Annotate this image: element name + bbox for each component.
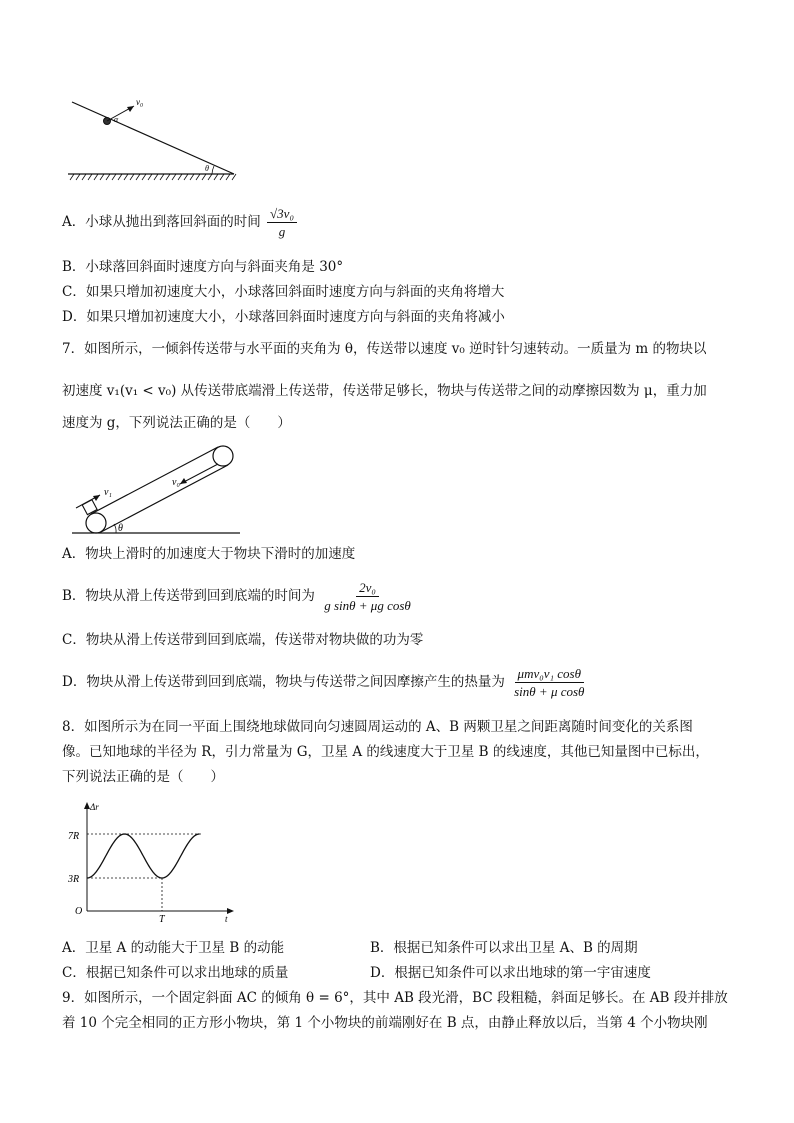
q7-option-b-denominator: g sinθ + μg cosθ	[324, 598, 411, 613]
v0-label: v₀	[136, 97, 144, 107]
q6-option-a-denominator: g	[278, 224, 286, 239]
q6-option-a-numerator: √3v₀	[267, 205, 297, 223]
incline-line	[72, 102, 234, 174]
q6-option-d: D．如果只增加初速度大小，小球落回斜面时速度方向与斜面的夹角将减小	[62, 309, 505, 325]
q7-stem-line3: 速度为 g，下列说法正确的是（ ）	[62, 415, 291, 431]
q7-option-d-text: D．物块从滑上传送带到回到底端，物块与传送带之间因摩擦产生的热量为	[62, 674, 505, 690]
theta-arc	[114, 524, 116, 533]
v1-label: v₁	[104, 487, 112, 498]
origin-label: O	[75, 906, 83, 917]
x-axis-arrowhead	[227, 908, 234, 914]
q7-stem-line2: 初速度 v₁(v₁ < v₀) 从传送带底端滑上传送带，传送带足够长，物块与传送带之间的动摩擦因数为 μ，重力加	[62, 383, 707, 399]
q8-stem-line2: 像。已知地球的半径为 R，引力常量为 G，卫星 A 的线速度大于卫星 B 的线速度，其他已知量图中已标出，	[62, 744, 709, 760]
tick-label-t: T	[159, 914, 165, 924]
theta-label: θ	[118, 523, 123, 534]
q6-option-b: B．小球落回斜面时速度方向与斜面夹角是 30°	[62, 259, 344, 275]
theta-arc	[212, 166, 214, 174]
q7-option-d	[62, 664, 589, 700]
q7-stem-line1: 7．如图所示，一倾斜传送带与水平面的夹角为 θ，传送带以速度 v₀ 逆时针匀速转动。一质量为 m 的物块以	[62, 341, 707, 357]
q7-option-b-numerator: 2v₀	[356, 579, 379, 597]
theta-label: θ	[205, 164, 209, 173]
q9-line2: 着 10 个完全相同的正方形小物块，第 1 个小物块的前端刚好在 B 点，由静止释放以后，当第 4 个小物块刚	[62, 1015, 708, 1031]
figure-incline-ball	[62, 92, 242, 184]
alpha-label: α	[114, 115, 119, 124]
q8-stem-line3: 下列说法正确的是（ ）	[62, 769, 224, 785]
q8-option-d: D．根据已知条件可以求出地球的第一宇宙速度	[370, 965, 651, 981]
guide-lines	[87, 834, 202, 911]
v0-label: v₀	[172, 477, 180, 488]
q8-option-b: B．根据已知条件可以求出卫星 A、B 的周期	[370, 940, 638, 956]
figure-conveyor-belt	[68, 440, 248, 540]
q8-stem-line1: 8．如图所示为在同一平面上围绕地球做同向匀速圆周运动的 A、B 两颗卫星之间距离随时间变化的关系图	[62, 719, 693, 735]
q8-option-a: A．卫星 A 的动能大于卫星 B 的动能	[62, 940, 285, 956]
q7-option-b-fraction	[321, 579, 414, 614]
tick-label-7r: 7R	[68, 831, 80, 842]
q6-option-a-text: A．小球从抛出到落回斜面的时间	[62, 214, 261, 230]
q6-option-a-fraction	[267, 205, 297, 240]
q7-option-d-numerator: μmv₀v₁ cosθ	[515, 665, 584, 683]
top-roller	[213, 446, 233, 466]
q8-distance-time-chart	[62, 798, 242, 924]
q7-option-b-text: B．物块从滑上传送带到回到底端的时间为	[62, 588, 315, 604]
q6-option-c: C．如果只增加初速度大小，小球落回斜面时速度方向与斜面的夹角将增大	[62, 284, 505, 300]
q7-option-b	[62, 578, 416, 614]
ground-hatch	[70, 174, 236, 180]
q7-option-c: C．物块从滑上传送带到回到底端，传送带对物块做的功为零	[62, 632, 424, 648]
q6-option-a	[62, 204, 299, 240]
q7-option-d-fraction	[511, 665, 587, 700]
q9-line1: 9．如图所示，一个固定斜面 AC 的倾角 θ = 6°，其中 AB 段光滑，BC 段粗糙，斜面足够长。在 AB 段并排放	[62, 990, 728, 1006]
y-axis-label: Δr	[90, 802, 99, 812]
x-axis-label: t	[225, 914, 228, 924]
tick-label-3r: 3R	[68, 874, 80, 885]
q8-option-c: C．根据已知条件可以求出地球的质量	[62, 965, 289, 981]
bottom-roller	[86, 513, 106, 533]
q7-option-a: A．物块上滑时的加速度大于物块下滑时的加速度	[62, 546, 356, 562]
series-curve	[87, 834, 200, 878]
q7-option-d-denominator: sinθ + μ cosθ	[514, 684, 585, 699]
